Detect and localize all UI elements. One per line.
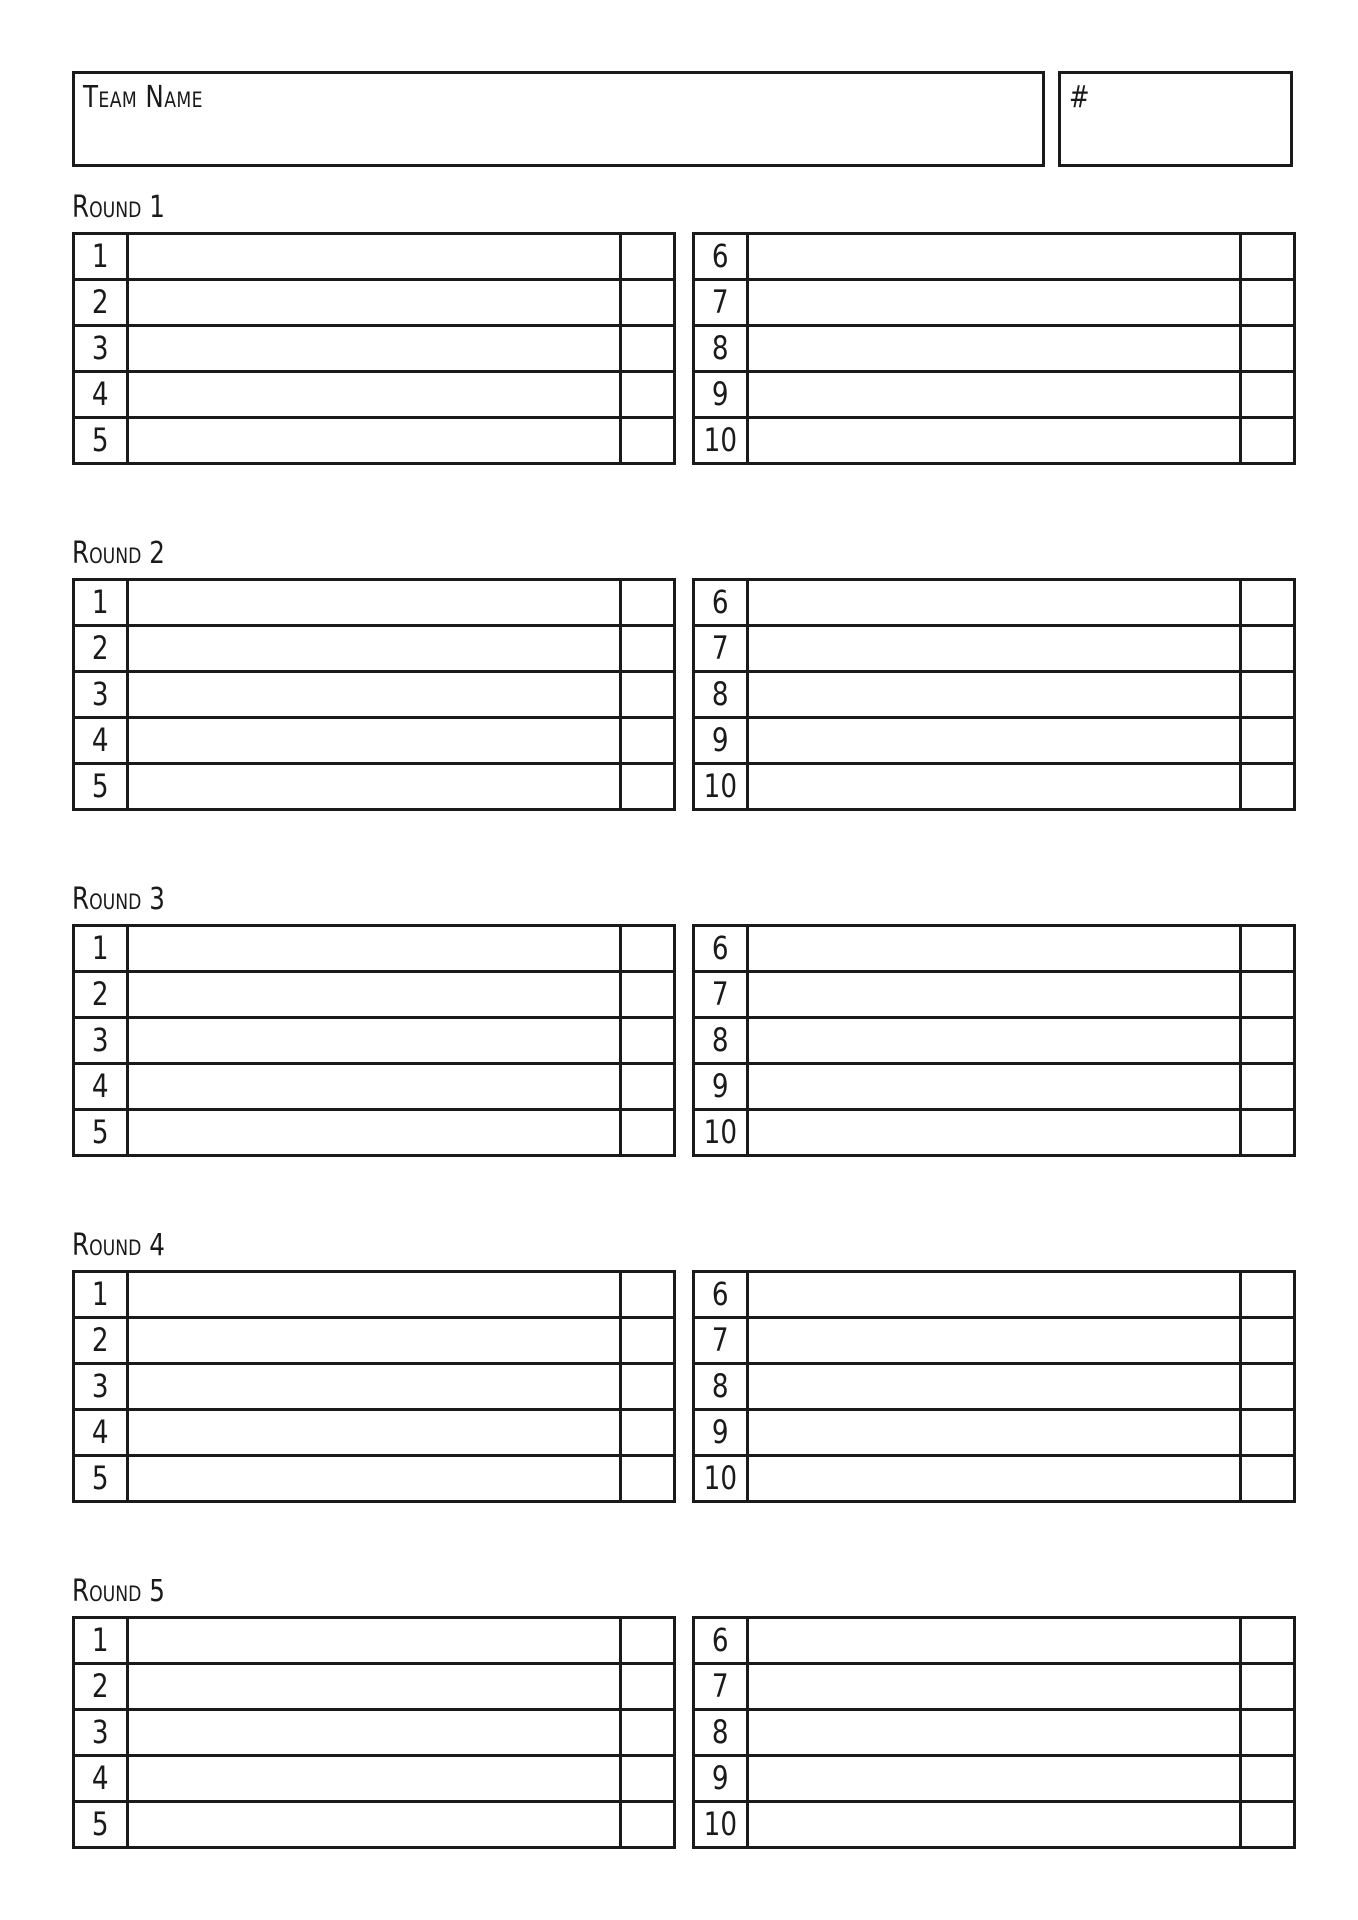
question-row — [694, 718, 1295, 764]
answer-grid-left — [72, 578, 676, 811]
question-number-text: 10 — [703, 1805, 738, 1843]
answer-cell[interactable] — [748, 1664, 1240, 1710]
question-number — [694, 1456, 748, 1502]
answer-cell[interactable] — [128, 1064, 620, 1110]
question-number — [74, 580, 128, 626]
question-number — [694, 718, 748, 764]
question-number-text: 8 — [712, 1713, 729, 1751]
score-cell[interactable] — [1240, 672, 1294, 718]
question-number — [74, 1064, 128, 1110]
question-number — [74, 326, 128, 372]
question-row — [74, 926, 675, 972]
question-number — [694, 1272, 748, 1318]
question-number-text: 5 — [92, 1805, 109, 1843]
round-title: Round 5 — [72, 1574, 165, 1609]
question-number-text: 10 — [703, 1459, 738, 1497]
answer-grid-right — [692, 1270, 1296, 1503]
question-row — [74, 372, 675, 418]
question-row — [694, 1064, 1295, 1110]
question-row — [74, 234, 675, 280]
question-number — [74, 1018, 128, 1064]
answer-cell[interactable] — [128, 672, 620, 718]
answer-cell[interactable] — [128, 372, 620, 418]
question-row — [74, 418, 675, 464]
answer-cell[interactable] — [128, 1456, 620, 1502]
question-number-text: 5 — [92, 1459, 109, 1497]
question-number-text: 9 — [712, 375, 729, 413]
question-number-text: 8 — [712, 329, 729, 367]
answer-cell[interactable] — [748, 1710, 1240, 1756]
question-number — [74, 418, 128, 464]
question-row — [74, 1064, 675, 1110]
question-row — [74, 1710, 675, 1756]
answer-cell[interactable] — [128, 234, 620, 280]
question-number — [694, 672, 748, 718]
score-cell[interactable] — [620, 1802, 674, 1848]
answer-cell[interactable] — [128, 1710, 620, 1756]
question-number — [694, 580, 748, 626]
answer-cell[interactable] — [128, 1664, 620, 1710]
answer-cell[interactable] — [748, 234, 1240, 280]
answer-cell[interactable] — [128, 1618, 620, 1664]
question-number-text: 1 — [92, 583, 109, 621]
question-number-text: 6 — [712, 1621, 729, 1659]
answer-cell[interactable] — [748, 718, 1240, 764]
answer-cell[interactable] — [128, 926, 620, 972]
question-number-text: 6 — [712, 237, 729, 275]
team-number-field[interactable] — [1058, 71, 1293, 167]
question-number — [694, 280, 748, 326]
answer-cell[interactable] — [128, 326, 620, 372]
score-cell[interactable] — [1240, 926, 1294, 972]
answer-cell[interactable] — [748, 1364, 1240, 1410]
score-cell[interactable] — [620, 718, 674, 764]
question-row — [74, 280, 675, 326]
question-number-text: 9 — [712, 1067, 729, 1105]
question-row — [694, 972, 1295, 1018]
question-number-text: 10 — [703, 1113, 738, 1151]
answer-cell[interactable] — [128, 1364, 620, 1410]
question-number — [74, 926, 128, 972]
question-row — [694, 1710, 1295, 1756]
question-number — [694, 1710, 748, 1756]
question-row — [694, 1802, 1295, 1848]
question-number — [74, 1710, 128, 1756]
question-row — [694, 280, 1295, 326]
question-row — [74, 764, 675, 810]
question-number — [694, 1110, 748, 1156]
question-number-text: 6 — [712, 1275, 729, 1313]
question-number-text: 7 — [712, 1321, 729, 1359]
answer-cell[interactable] — [128, 764, 620, 810]
question-number-text: 6 — [712, 929, 729, 967]
score-cell[interactable] — [620, 418, 674, 464]
question-number — [694, 1618, 748, 1664]
question-number — [74, 972, 128, 1018]
question-number — [694, 326, 748, 372]
score-cell[interactable] — [1240, 1710, 1294, 1756]
question-number-text: 4 — [92, 1413, 109, 1451]
score-cell[interactable] — [1240, 1664, 1294, 1710]
score-cell[interactable] — [1240, 1802, 1294, 1848]
question-number-text: 7 — [712, 1667, 729, 1705]
question-number — [74, 1664, 128, 1710]
score-cell[interactable] — [1240, 1110, 1294, 1156]
question-number-text: 3 — [92, 1367, 109, 1405]
answer-cell[interactable] — [748, 1756, 1240, 1802]
question-number-text: 4 — [92, 1067, 109, 1105]
score-cell[interactable] — [1240, 326, 1294, 372]
team-number-label: # — [1069, 80, 1091, 115]
question-number-text: 2 — [92, 1321, 109, 1359]
answer-cell[interactable] — [128, 626, 620, 672]
answer-grid-left — [72, 232, 676, 465]
question-number — [74, 1756, 128, 1802]
question-number — [74, 234, 128, 280]
question-row — [74, 326, 675, 372]
question-row — [694, 372, 1295, 418]
question-row — [694, 1756, 1295, 1802]
answer-cell[interactable] — [748, 626, 1240, 672]
question-row — [694, 1364, 1295, 1410]
question-row — [74, 1364, 675, 1410]
question-row — [694, 1018, 1295, 1064]
answer-cell[interactable] — [748, 1064, 1240, 1110]
score-cell[interactable] — [620, 1410, 674, 1456]
answer-grid-right — [692, 232, 1296, 465]
question-number-text: 2 — [92, 975, 109, 1013]
question-row — [694, 326, 1295, 372]
question-number-text: 3 — [92, 1021, 109, 1059]
answer-grid-left — [72, 924, 676, 1157]
question-number-text: 9 — [712, 1759, 729, 1797]
score-cell[interactable] — [620, 1756, 674, 1802]
question-row — [74, 1018, 675, 1064]
score-cell[interactable] — [1240, 1364, 1294, 1410]
answer-cell[interactable] — [748, 326, 1240, 372]
question-number-text: 5 — [92, 421, 109, 459]
question-number-text: 7 — [712, 975, 729, 1013]
question-row — [694, 580, 1295, 626]
answer-cell[interactable] — [128, 418, 620, 464]
question-number-text: 4 — [92, 375, 109, 413]
round-title: Round 1 — [72, 190, 165, 225]
answer-cell[interactable] — [748, 1272, 1240, 1318]
score-cell[interactable] — [620, 672, 674, 718]
score-cell[interactable] — [1240, 234, 1294, 280]
question-row — [694, 926, 1295, 972]
answer-cell[interactable] — [748, 672, 1240, 718]
question-row — [74, 1756, 675, 1802]
question-row — [74, 580, 675, 626]
question-row — [694, 672, 1295, 718]
question-number-text: 8 — [712, 1367, 729, 1405]
question-number — [694, 1802, 748, 1848]
question-number-text: 10 — [703, 767, 738, 805]
answer-cell[interactable] — [128, 580, 620, 626]
question-number-text: 1 — [92, 929, 109, 967]
score-cell[interactable] — [1240, 626, 1294, 672]
score-cell[interactable] — [620, 972, 674, 1018]
score-cell[interactable] — [620, 926, 674, 972]
score-cell[interactable] — [620, 1318, 674, 1364]
question-number — [74, 764, 128, 810]
answer-cell[interactable] — [748, 1618, 1240, 1664]
question-number — [74, 1618, 128, 1664]
score-cell[interactable] — [620, 1064, 674, 1110]
score-cell[interactable] — [1240, 1756, 1294, 1802]
answer-grid-right — [692, 924, 1296, 1157]
question-row — [74, 1110, 675, 1156]
question-number — [74, 372, 128, 418]
answer-cell[interactable] — [748, 1456, 1240, 1502]
score-cell[interactable] — [620, 326, 674, 372]
score-cell[interactable] — [620, 1272, 674, 1318]
question-row — [694, 418, 1295, 464]
question-number-text: 9 — [712, 721, 729, 759]
answer-cell[interactable] — [128, 1802, 620, 1848]
question-number — [74, 1410, 128, 1456]
score-cell[interactable] — [620, 1018, 674, 1064]
question-number-text: 4 — [92, 721, 109, 759]
score-cell[interactable] — [620, 764, 674, 810]
question-number — [74, 1110, 128, 1156]
answer-cell[interactable] — [748, 1110, 1240, 1156]
question-number-text: 8 — [712, 1021, 729, 1059]
answer-grid-left — [72, 1270, 676, 1503]
question-row — [74, 1410, 675, 1456]
question-number-text: 2 — [92, 629, 109, 667]
question-number-text: 1 — [92, 1621, 109, 1659]
question-number — [694, 764, 748, 810]
score-cell[interactable] — [1240, 280, 1294, 326]
question-row — [694, 626, 1295, 672]
question-number — [74, 1364, 128, 1410]
score-cell[interactable] — [1240, 580, 1294, 626]
question-number-text: 3 — [92, 675, 109, 713]
answer-cell[interactable] — [748, 1318, 1240, 1364]
question-number — [694, 1664, 748, 1710]
score-cell[interactable] — [1240, 1456, 1294, 1502]
score-cell[interactable] — [620, 1456, 674, 1502]
question-number-text: 3 — [92, 329, 109, 367]
score-cell[interactable] — [1240, 972, 1294, 1018]
answer-cell[interactable] — [128, 1272, 620, 1318]
question-number — [694, 1318, 748, 1364]
question-row — [74, 1456, 675, 1502]
question-number-text: 9 — [712, 1413, 729, 1451]
score-cell[interactable] — [620, 1664, 674, 1710]
answer-cell[interactable] — [748, 372, 1240, 418]
question-number — [74, 280, 128, 326]
question-number-text: 7 — [712, 283, 729, 321]
score-cell[interactable] — [620, 1618, 674, 1664]
score-cell[interactable] — [1240, 1618, 1294, 1664]
question-number-text: 6 — [712, 583, 729, 621]
answer-cell[interactable] — [748, 926, 1240, 972]
round-title: Round 2 — [72, 536, 165, 571]
answer-cell[interactable] — [748, 280, 1240, 326]
answer-cell[interactable] — [748, 1018, 1240, 1064]
question-number — [74, 1802, 128, 1848]
answer-grid-left — [72, 1616, 676, 1849]
score-cell[interactable] — [1240, 1410, 1294, 1456]
question-number — [74, 1456, 128, 1502]
answer-cell[interactable] — [748, 1410, 1240, 1456]
question-row — [694, 1664, 1295, 1710]
score-cell[interactable] — [1240, 1272, 1294, 1318]
question-row — [74, 1664, 675, 1710]
answer-cell[interactable] — [128, 1018, 620, 1064]
round-title: Round 3 — [72, 882, 165, 917]
question-number-text: 1 — [92, 237, 109, 275]
question-row — [694, 1110, 1295, 1156]
question-number-text: 2 — [92, 283, 109, 321]
score-cell[interactable] — [1240, 1064, 1294, 1110]
question-number — [74, 626, 128, 672]
score-cell[interactable] — [1240, 372, 1294, 418]
question-number — [694, 1018, 748, 1064]
score-cell[interactable] — [620, 372, 674, 418]
answer-cell[interactable] — [128, 280, 620, 326]
question-row — [74, 1272, 675, 1318]
answer-cell[interactable] — [748, 418, 1240, 464]
answer-cell[interactable] — [128, 1756, 620, 1802]
question-number — [74, 718, 128, 764]
question-number — [694, 626, 748, 672]
question-number — [74, 672, 128, 718]
score-cell[interactable] — [1240, 418, 1294, 464]
answer-cell[interactable] — [748, 580, 1240, 626]
answer-grid-right — [692, 1616, 1296, 1849]
question-number — [74, 1272, 128, 1318]
question-number — [694, 372, 748, 418]
team-name-field[interactable] — [72, 71, 1045, 167]
question-number — [694, 1364, 748, 1410]
question-number — [694, 418, 748, 464]
question-row — [694, 764, 1295, 810]
score-cell[interactable] — [620, 1110, 674, 1156]
question-number — [694, 972, 748, 1018]
answer-cell[interactable] — [128, 1318, 620, 1364]
question-row — [694, 1618, 1295, 1664]
score-cell[interactable] — [620, 626, 674, 672]
round-title: Round 4 — [72, 1228, 165, 1263]
answer-cell[interactable] — [748, 1802, 1240, 1848]
question-row — [694, 234, 1295, 280]
question-number-text: 2 — [92, 1667, 109, 1705]
question-number — [694, 1064, 748, 1110]
question-row — [74, 672, 675, 718]
score-cell[interactable] — [620, 1710, 674, 1756]
answer-cell[interactable] — [128, 972, 620, 1018]
answer-cell[interactable] — [748, 972, 1240, 1018]
question-row — [74, 626, 675, 672]
question-number-text: 10 — [703, 421, 738, 459]
score-cell[interactable] — [620, 580, 674, 626]
question-row — [74, 1802, 675, 1848]
question-number-text: 1 — [92, 1275, 109, 1313]
question-row — [694, 1456, 1295, 1502]
question-row — [694, 1318, 1295, 1364]
question-number-text: 7 — [712, 629, 729, 667]
question-number-text: 4 — [92, 1759, 109, 1797]
score-cell[interactable] — [1240, 1318, 1294, 1364]
question-number — [694, 234, 748, 280]
score-cell[interactable] — [620, 234, 674, 280]
question-number-text: 3 — [92, 1713, 109, 1751]
question-number-text: 5 — [92, 1113, 109, 1151]
question-row — [74, 718, 675, 764]
question-number — [694, 1410, 748, 1456]
question-number — [694, 926, 748, 972]
answer-cell[interactable] — [128, 1410, 620, 1456]
question-number-text: 5 — [92, 767, 109, 805]
question-row — [74, 972, 675, 1018]
question-row — [74, 1318, 675, 1364]
answer-cell[interactable] — [748, 764, 1240, 810]
question-number-text: 8 — [712, 675, 729, 713]
score-cell[interactable] — [620, 280, 674, 326]
answer-grid-right — [692, 578, 1296, 811]
question-row — [74, 1618, 675, 1664]
answer-cell[interactable] — [128, 718, 620, 764]
question-row — [694, 1272, 1295, 1318]
score-cell[interactable] — [1240, 764, 1294, 810]
answer-cell[interactable] — [128, 1110, 620, 1156]
score-cell[interactable] — [620, 1364, 674, 1410]
question-number — [694, 1756, 748, 1802]
question-row — [694, 1410, 1295, 1456]
score-cell[interactable] — [1240, 718, 1294, 764]
question-number — [74, 1318, 128, 1364]
score-cell[interactable] — [1240, 1018, 1294, 1064]
team-name-label: Team Name — [83, 80, 203, 115]
